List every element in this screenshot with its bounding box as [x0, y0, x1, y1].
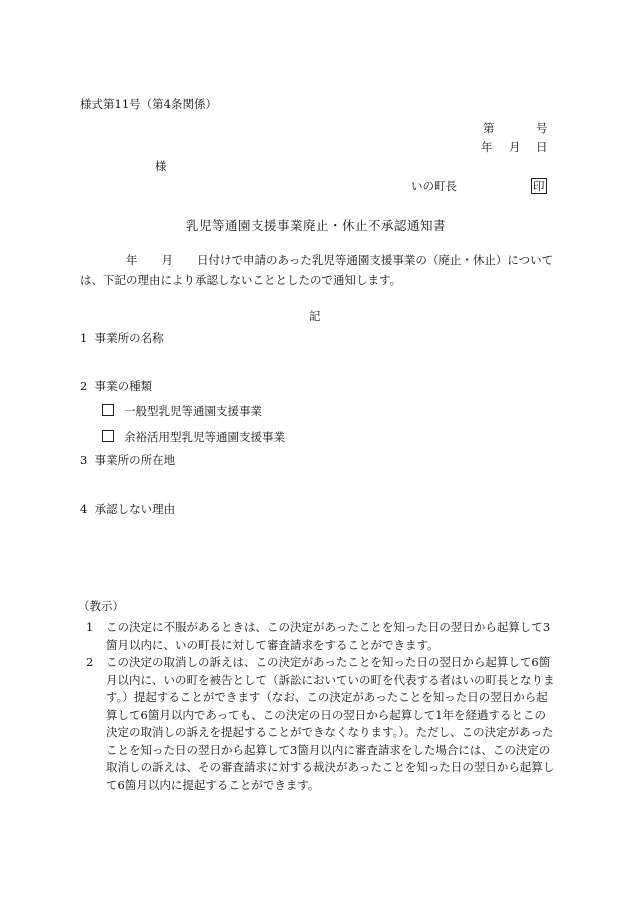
issuer-name: いの町長 [411, 179, 457, 193]
body-year: 年 [126, 253, 138, 267]
item-2-number: 2 [80, 379, 88, 393]
ki-heading: 記 [309, 309, 321, 323]
seal-label: 印 [533, 179, 545, 193]
document-number-prefix: 第 [483, 121, 495, 135]
item-1 [80, 332, 164, 346]
notice-entry-1 [86, 619, 556, 654]
item-3 [80, 454, 175, 468]
body-text: 日付けで申請のあった乳児等通園支援事業の（廃止・休止）については、下記の理由により承認しないこととしたので通知します。 [80, 253, 554, 287]
form-number: 様式第11号（第4条関係） [80, 97, 217, 111]
item-3-label: 事業所の所在地 [94, 453, 176, 467]
notice-entry-1-number: 1 [86, 620, 94, 634]
item-4-label: 承認しない理由 [94, 502, 176, 516]
notice-entry-2-number: 2 [86, 655, 94, 669]
date-month: 月 [509, 140, 521, 154]
option-general[interactable] [102, 404, 262, 419]
notice-entry-1-text: この決定に不服があるときは、この決定があったことを知った日の翌日から起算して3箇月以内に、いの町長に対して審査請求をすることができます。 [106, 620, 551, 652]
item-1-label: 事業所の名称 [94, 331, 164, 345]
checkbox-general[interactable] [102, 404, 114, 416]
item-3-number: 3 [80, 453, 88, 467]
option-general-label: 一般型乳児等通園支援事業 [124, 404, 262, 418]
seal-mark [531, 178, 547, 194]
notice-heading: （教示） [78, 599, 124, 613]
option-surplus[interactable] [102, 430, 285, 445]
date-year: 年 [481, 140, 493, 154]
document-title: 乳児等通園支援事業廃止・休止不承認通知書 [186, 218, 447, 233]
item-4 [80, 503, 175, 517]
notice-entry-2 [86, 654, 556, 794]
body-paragraph [80, 250, 558, 290]
item-4-number: 4 [80, 502, 88, 516]
notice-entry-2-text: この決定の取消しの訴えは、この決定があったことを知った日の翌日から起算して6箇月以内に、いの町を被告として（訴訟においていの町を代表する者はいの町長となります。）提起することができます（なお、この決定があったことを知った日の翌日から起算して6箇月以内であっても、この決定の日の翌日から起算して1年を経過するとこの決定の取消しの訴えを提起することができなくなります。）。ただし、この決定があったことを知った日の翌日から起算して3箇月以内に審査請求をした場合には、この決定の取消しの訴えは、その審査請求に対する裁決があったことを知った日の翌日から起算して6箇月以内に提起することができます。 [106, 655, 555, 792]
addressee-suffix: 様 [155, 159, 167, 173]
date-day: 日 [536, 140, 548, 154]
option-surplus-label: 余裕活用型乳児等通園支援事業 [124, 430, 285, 444]
item-2 [80, 380, 152, 394]
checkbox-surplus[interactable] [102, 430, 114, 442]
item-2-label: 事業の種類 [94, 379, 153, 393]
document-number-suffix: 号 [536, 121, 548, 135]
item-1-number: 1 [80, 331, 88, 345]
body-month: 月 [161, 253, 173, 267]
